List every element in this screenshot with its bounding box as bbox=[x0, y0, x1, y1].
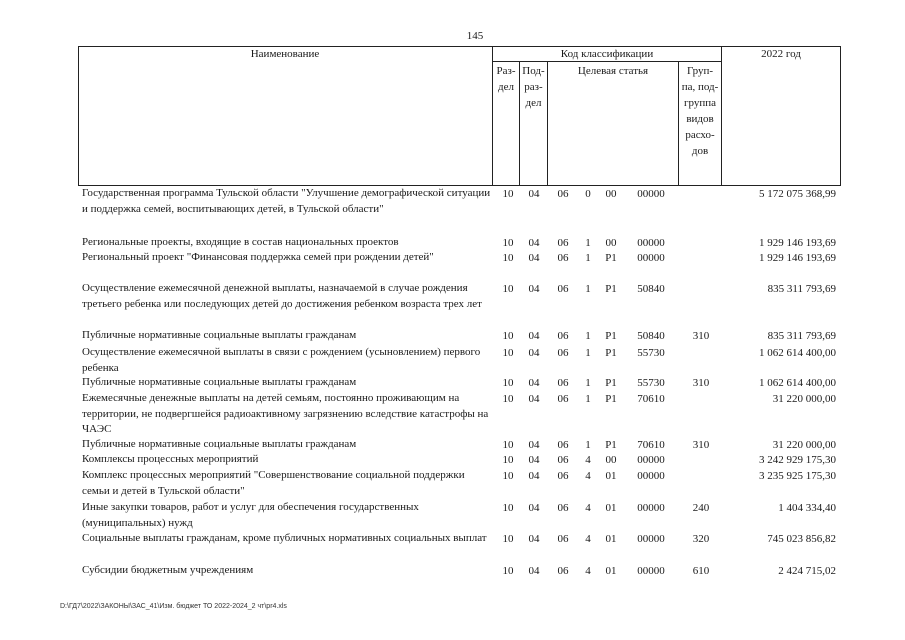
row-d-cell: 00000 bbox=[637, 470, 665, 482]
row-d-cell: 00000 bbox=[637, 565, 665, 577]
row-a-cell: 06 bbox=[557, 470, 569, 482]
row-pr-cell: 04 bbox=[528, 454, 540, 466]
row-c-cell: 01 bbox=[605, 502, 617, 514]
header-group-line: группа bbox=[683, 97, 717, 109]
row-sum-cell: 31 220 000,00 bbox=[772, 393, 836, 405]
row-rz-cell: 10 bbox=[502, 502, 514, 514]
header-name: Наименование bbox=[250, 48, 320, 60]
row-sum-cell: 1 062 614 400,00 bbox=[759, 347, 836, 359]
row-sum-cell: 1 929 146 193,69 bbox=[759, 252, 836, 264]
header-target-article: Целевая статья bbox=[577, 65, 649, 77]
row-d-cell: 50840 bbox=[637, 330, 665, 342]
row-c-cell: P1 bbox=[605, 377, 617, 389]
row-rz-cell: 10 bbox=[502, 393, 514, 405]
row-sum-cell: 745 023 856,82 bbox=[767, 533, 836, 545]
row-rz-cell: 10 bbox=[502, 188, 514, 200]
row-c-cell: P1 bbox=[605, 439, 617, 451]
row-pr-cell: 04 bbox=[528, 283, 540, 295]
row-a-cell: 06 bbox=[557, 454, 569, 466]
row-c-cell: P1 bbox=[605, 330, 617, 342]
row-pr-cell: 04 bbox=[528, 470, 540, 482]
row-c-cell: 01 bbox=[605, 533, 617, 545]
header-razdel-line: дел bbox=[498, 81, 514, 93]
row-b-cell: 4 bbox=[585, 502, 591, 514]
row-vr-cell: 310 bbox=[692, 377, 710, 389]
row-name: Публичные нормативные социальные выплаты гражданам bbox=[82, 438, 357, 450]
row-c-cell: 00 bbox=[605, 188, 617, 200]
col-divider-right bbox=[840, 46, 841, 186]
row-pr-cell: 04 bbox=[528, 533, 540, 545]
row-d-cell: 70610 bbox=[637, 439, 665, 451]
row-sum-cell: 2 424 715,02 bbox=[778, 565, 836, 577]
header-podrazdel-line: Под- bbox=[522, 65, 545, 77]
row-c-cell: P1 bbox=[605, 347, 617, 359]
row-a-cell: 06 bbox=[557, 330, 569, 342]
row-pr-cell: 04 bbox=[528, 347, 540, 359]
row-vr-cell: 310 bbox=[692, 330, 710, 342]
row-c-cell: 00 bbox=[605, 454, 617, 466]
row-sum-cell: 1 404 334,40 bbox=[778, 502, 836, 514]
row-rz-cell: 10 bbox=[502, 347, 514, 359]
row-name: Региональный проект "Финансовая поддержка семей при рождении детей" bbox=[82, 251, 434, 263]
header-razdel-line: Раз- bbox=[496, 65, 516, 77]
row-name: Ежемесячные денежные выплаты на детей семьям, постоянно проживающим на территории, не подвергшейся радиоактивному загрязнению вследствие катастрофы на ЧАЭС bbox=[82, 392, 489, 435]
row-a-cell: 06 bbox=[557, 283, 569, 295]
row-a-cell: 06 bbox=[557, 533, 569, 545]
row-pr-cell: 04 bbox=[528, 237, 540, 249]
row-b-cell: 4 bbox=[585, 533, 591, 545]
header-code-classification: Код классификации bbox=[560, 48, 654, 60]
row-c-cell: 01 bbox=[605, 470, 617, 482]
row-a-cell: 06 bbox=[557, 237, 569, 249]
row-sum-cell: 1 929 146 193,69 bbox=[759, 237, 836, 249]
row-rz-cell: 10 bbox=[502, 283, 514, 295]
row-a-cell: 06 bbox=[557, 377, 569, 389]
row-pr-cell: 04 bbox=[528, 439, 540, 451]
header-razdel bbox=[493, 63, 519, 95]
page-number: 145 bbox=[466, 30, 484, 42]
row-d-cell: 50840 bbox=[637, 283, 665, 295]
row-rz-cell: 10 bbox=[502, 533, 514, 545]
row-d-cell: 00000 bbox=[637, 502, 665, 514]
row-rz-cell: 10 bbox=[502, 252, 514, 264]
row-sum-cell: 835 311 793,69 bbox=[767, 283, 836, 295]
row-c-cell: P1 bbox=[605, 283, 617, 295]
row-name: Региональные проекты, входящие в состав национальных проектов bbox=[82, 236, 399, 248]
row-a-cell: 06 bbox=[557, 347, 569, 359]
row-c-cell: 01 bbox=[605, 565, 617, 577]
row-name: Комплексы процессных мероприятий bbox=[82, 453, 259, 465]
row-b-cell: 0 bbox=[585, 188, 591, 200]
row-sum-cell: 835 311 793,69 bbox=[767, 330, 836, 342]
row-pr-cell: 04 bbox=[528, 393, 540, 405]
row-a-cell: 06 bbox=[557, 565, 569, 577]
row-pr-cell: 04 bbox=[528, 330, 540, 342]
row-c-cell: P1 bbox=[605, 393, 617, 405]
row-d-cell: 55730 bbox=[637, 347, 665, 359]
header-group-line: видов bbox=[686, 113, 714, 125]
row-b-cell: 1 bbox=[585, 283, 591, 295]
row-d-cell: 00000 bbox=[637, 188, 665, 200]
row-pr-cell: 04 bbox=[528, 565, 540, 577]
row-b-cell: 1 bbox=[585, 393, 591, 405]
row-d-cell: 55730 bbox=[637, 377, 665, 389]
row-name: Государственная программа Тульской области "Улучшение демографической ситуации и поддержка семей, воспитывающих детей, в Тульской области" bbox=[82, 187, 491, 215]
row-name: Субсидии бюджетным учреждениям bbox=[82, 564, 254, 576]
row-c-cell: 00 bbox=[605, 237, 617, 249]
row-sum-cell: 3 235 925 175,30 bbox=[759, 470, 836, 482]
row-name: Осуществление ежемесячной денежной выплаты, назначаемой в случае рождения третьего ребенка или последующих детей до достижения ребенком возраста трех лет bbox=[82, 282, 482, 310]
row-d-cell: 70610 bbox=[637, 393, 665, 405]
row-d-cell: 00000 bbox=[637, 533, 665, 545]
row-a-cell: 06 bbox=[557, 252, 569, 264]
row-name: Иные закупки товаров, работ и услуг для обеспечения государственных (муниципальных) нужд bbox=[82, 501, 419, 529]
header-group bbox=[679, 63, 721, 159]
header-podrazdel-line: дел bbox=[525, 97, 542, 109]
row-sum-cell: 3 242 929 175,30 bbox=[759, 454, 836, 466]
row-d-cell: 00000 bbox=[637, 252, 665, 264]
row-name: Публичные нормативные социальные выплаты гражданам bbox=[82, 376, 357, 388]
row-c-cell: P1 bbox=[605, 252, 617, 264]
row-vr-cell: 310 bbox=[692, 439, 710, 451]
row-name: Комплекс процессных мероприятий "Совершенствование социальной поддержки семьи и детей в Тульской области" bbox=[82, 469, 465, 497]
row-name: Социальные выплаты гражданам, кроме публичных нормативных социальных выплат bbox=[82, 532, 487, 544]
row-name: Осуществление ежемесячной выплаты в связи с рождением (усыновлением) первого ребенка bbox=[82, 346, 481, 374]
row-pr-cell: 04 bbox=[528, 188, 540, 200]
col-divider-code bbox=[721, 46, 722, 186]
row-vr-cell: 610 bbox=[692, 565, 710, 577]
header-podrazdel bbox=[520, 63, 547, 111]
row-rz-cell: 10 bbox=[502, 454, 514, 466]
row-pr-cell: 04 bbox=[528, 502, 540, 514]
row-rz-cell: 10 bbox=[502, 237, 514, 249]
row-b-cell: 1 bbox=[585, 347, 591, 359]
row-a-cell: 06 bbox=[557, 502, 569, 514]
row-rz-cell: 10 bbox=[502, 377, 514, 389]
header-year: 2022 год bbox=[761, 48, 801, 60]
header-podrazdel-line: раз- bbox=[524, 81, 543, 93]
row-sum-cell: 1 062 614 400,00 bbox=[759, 377, 836, 389]
row-sum-cell: 31 220 000,00 bbox=[772, 439, 836, 451]
row-a-cell: 06 bbox=[557, 393, 569, 405]
row-b-cell: 4 bbox=[585, 454, 591, 466]
header-group-line: Груп- bbox=[686, 65, 714, 77]
col-divider-left bbox=[78, 46, 79, 186]
row-a-cell: 06 bbox=[557, 188, 569, 200]
row-d-cell: 00000 bbox=[637, 237, 665, 249]
row-b-cell: 1 bbox=[585, 377, 591, 389]
row-pr-cell: 04 bbox=[528, 252, 540, 264]
header-group-line: дов bbox=[691, 145, 709, 157]
row-b-cell: 1 bbox=[585, 330, 591, 342]
row-vr-cell: 320 bbox=[692, 533, 710, 545]
row-a-cell: 06 bbox=[557, 439, 569, 451]
file-path-footer: D:\ГД7\2022\ЗАКОНЫ\ЗАС_41\Изм. бюджет ТО 2022-2024_2 чт\pr4.xls bbox=[60, 603, 287, 610]
row-rz-cell: 10 bbox=[502, 439, 514, 451]
row-b-cell: 1 bbox=[585, 252, 591, 264]
row-rz-cell: 10 bbox=[502, 470, 514, 482]
row-b-cell: 1 bbox=[585, 237, 591, 249]
row-b-cell: 4 bbox=[585, 470, 591, 482]
col-divider-podrazdel bbox=[547, 61, 548, 186]
row-rz-cell: 10 bbox=[502, 565, 514, 577]
row-b-cell: 1 bbox=[585, 439, 591, 451]
row-sum-cell: 5 172 075 368,99 bbox=[759, 188, 836, 200]
header-group-line: па, под- bbox=[681, 81, 719, 93]
row-pr-cell: 04 bbox=[528, 377, 540, 389]
header-group-line: расхо- bbox=[685, 129, 715, 141]
row-b-cell: 4 bbox=[585, 565, 591, 577]
row-vr-cell: 240 bbox=[692, 502, 710, 514]
row-rz-cell: 10 bbox=[502, 330, 514, 342]
row-d-cell: 00000 bbox=[637, 454, 665, 466]
row-name: Публичные нормативные социальные выплаты гражданам bbox=[82, 329, 357, 341]
